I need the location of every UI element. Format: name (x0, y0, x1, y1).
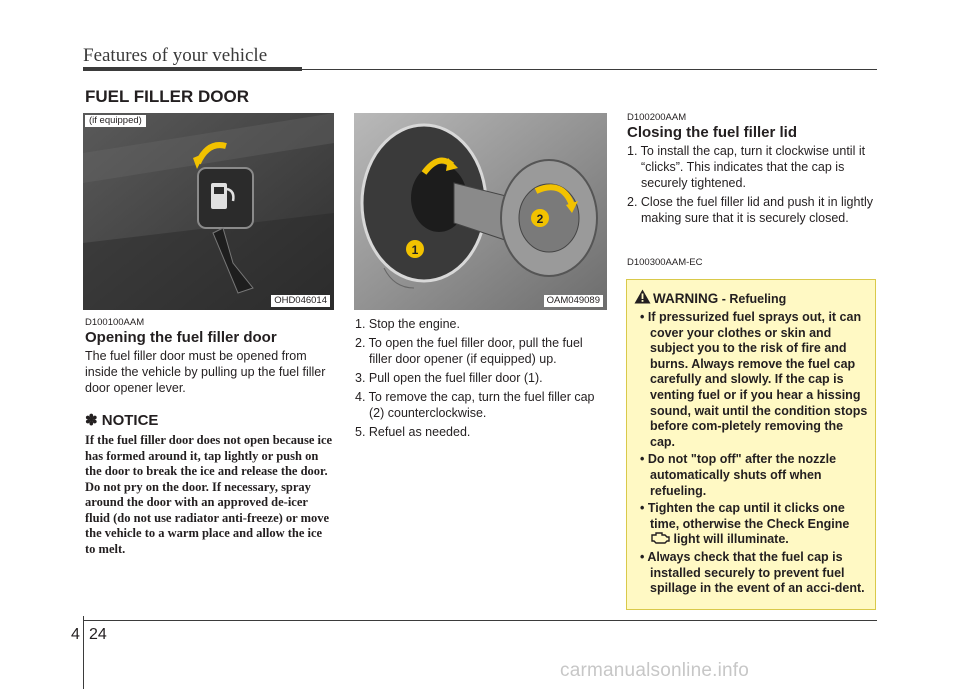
warning-item (634, 501, 870, 548)
svg-text:1: 1 (411, 243, 419, 257)
figure-tag: (if equipped) (85, 115, 146, 127)
warning-list (634, 310, 870, 599)
check-engine-icon (650, 532, 670, 544)
step-item: 4. To remove the cap, turn the fuel filler cap (2) counterclockwise. (355, 390, 595, 420)
fuel-lever-illustration (83, 113, 334, 310)
section-code: D100200AAM (627, 112, 687, 123)
chapter-number: 4 (71, 626, 80, 643)
warning-item: • If pressurized fuel sprays out, it can cover your clothes or skin and subject you to the risk of fire and burns. Always remove the fuel cap carefully and slowly. If the cap is venting fuel or if you hear a hissing sound, wait until the condition stops before com-pletely removing the cap. (640, 310, 868, 449)
opening-paragraph: The fuel filler door must be opened from inside the vehicle by pulling up the fuel filler door opener lever. (85, 349, 326, 395)
figure-code: OAM049089 (544, 295, 603, 307)
warning-item: • Always check that the fuel cap is installed securely to prevent fuel spillage in the event of an acci-dent. (640, 549, 865, 596)
warning-item-text: • Tighten the cap until it clicks one time, otherwise the Check Engine (640, 501, 850, 531)
warning-title (653, 291, 786, 306)
subheading-opening: Opening the fuel filler door (85, 329, 277, 346)
section-title: FUEL FILLER DOOR (85, 87, 250, 106)
step-item: 1. To install the cap, turn it clockwise until it “clicks”. This indicates that the cap is securely tightened. (627, 144, 866, 190)
footer-divider (83, 616, 84, 689)
svg-text:2: 2 (536, 212, 544, 226)
step-item: 3. Pull open the fuel filler door (1). (355, 371, 543, 385)
notice-paragraph: If the fuel filler door does not open because ice has formed around it, tap lightly or push on the door to break the ice and release the door. Do not pry on the door. If necessary, spray around the door with an approved de-icer fluid (do not use radiator anti-freeze) or move the vehicle to a warm place and allow the ice to melt. (85, 433, 333, 556)
figure-fuel-door-lever (83, 113, 334, 310)
watermark: carmanualsonline.info (560, 660, 750, 681)
page-number: 24 (89, 626, 107, 643)
step-item: 5. Refuel as needed. (355, 425, 471, 439)
figure-fuel-cap (354, 113, 607, 310)
running-header: Features of your vehicle (83, 45, 268, 66)
header-rule (83, 67, 302, 71)
warning-item: • Do not "top off" after the nozzle automatically shuts off when refueling. (640, 452, 837, 498)
warning-box (626, 279, 876, 610)
notice-label: NOTICE (101, 412, 159, 429)
subheading-closing: Closing the fuel filler lid (627, 124, 798, 141)
opening-steps (355, 316, 607, 443)
notice-symbol-icon: ✽ (85, 412, 98, 429)
section-code: D100100AAM (85, 317, 145, 328)
figure-code: OHD046014 (271, 295, 330, 307)
step-item: 1. Stop the engine. (355, 317, 460, 331)
warning-label: WARNING (653, 291, 719, 306)
warning-triangle-icon (634, 289, 651, 304)
header-rule-thin (302, 69, 877, 70)
warning-code: D100300AAM-EC (627, 257, 703, 268)
step-item: 2. Close the fuel filler lid and push it in lightly making sure that it is securely closed. (627, 195, 873, 225)
step-item: 2. To open the fuel filler door, pull the fuel filler door opener (if equipped) up. (355, 336, 583, 366)
notice-heading (85, 411, 158, 429)
footer-rule (83, 620, 877, 621)
closing-steps (627, 143, 877, 229)
warning-item-text: light will illuminate. (670, 532, 789, 547)
warning-subtitle: - Refueling (718, 292, 787, 306)
fuel-cap-illustration (354, 113, 607, 310)
